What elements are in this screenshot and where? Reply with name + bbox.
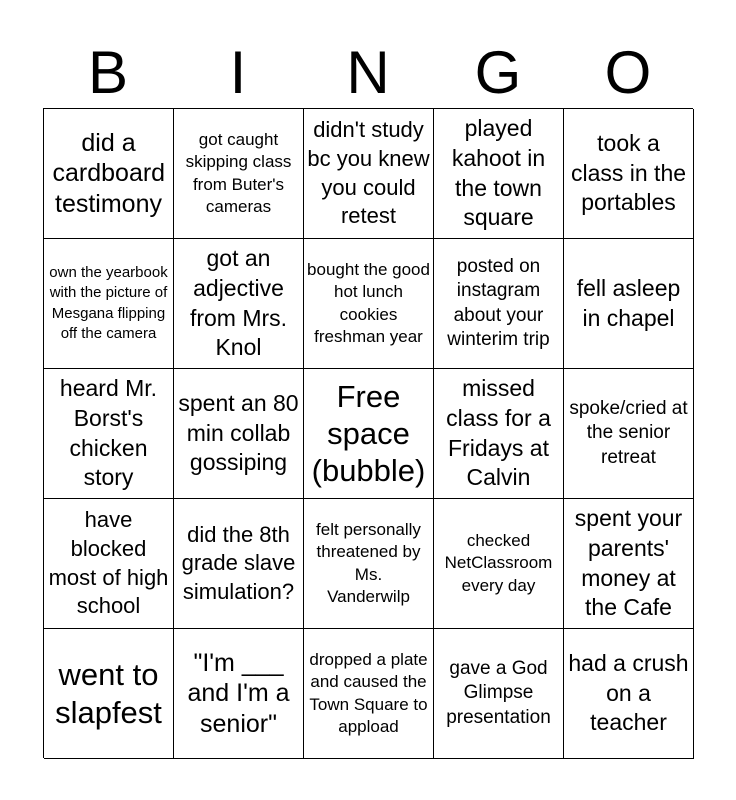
bingo-cell-text: have blocked most of high school: [48, 507, 169, 619]
bingo-cell[interactable]: [564, 239, 694, 369]
bingo-cell-text: spoke/cried at the senior retreat: [569, 398, 688, 468]
bingo-cell-text: bought the good hot lunch cookies freshman year: [307, 260, 430, 346]
bingo-cell-text: felt personally threatened by Ms. Vanderwilp: [316, 520, 421, 606]
bingo-cell[interactable]: [304, 239, 434, 369]
bingo-cell-text: didn't study bc you knew you could retest: [307, 117, 430, 229]
bingo-cell-text: gave a God Glimpse presentation: [446, 658, 551, 728]
bingo-cell-text: posted on instagram about your winterim trip: [447, 255, 550, 350]
bingo-cell[interactable]: [174, 499, 304, 629]
bingo-cell-text: "I'm ___ and I'm a senior": [187, 648, 290, 738]
bingo-cell[interactable]: [564, 629, 694, 759]
header-letter-o: O: [604, 39, 652, 106]
bingo-cell-text: got caught skipping class from Buter's cameras: [185, 130, 292, 216]
bingo-cell[interactable]: [44, 239, 174, 369]
bingo-cell-text: played kahoot in the town square: [451, 114, 546, 231]
bingo-cell[interactable]: [44, 109, 174, 239]
bingo-cell[interactable]: [174, 109, 304, 239]
bingo-cell[interactable]: [304, 629, 434, 759]
bingo-cell[interactable]: [174, 369, 304, 499]
bingo-cell-text: did a cardboard testimony: [52, 128, 166, 218]
bingo-cell-text: missed class for a Fridays at Calvin: [446, 374, 551, 491]
bingo-cell-text: fell asleep in chapel: [576, 274, 681, 331]
bingo-cell-text: spent your parents' money at the Cafe: [574, 504, 683, 621]
bingo-grid: [43, 108, 693, 758]
bingo-cell-text: heard Mr. Borst's chicken story: [59, 374, 158, 491]
bingo-cell[interactable]: [434, 499, 564, 629]
bingo-cell-text: got an adjective from Mrs. Knol: [189, 244, 288, 361]
bingo-cell[interactable]: [434, 369, 564, 499]
bingo-cell[interactable]: [44, 499, 174, 629]
bingo-cell-text: took a class in the portables: [570, 129, 687, 216]
bingo-cell[interactable]: [434, 109, 564, 239]
bingo-cell-text: went to slapfest: [55, 657, 162, 730]
header-letter-b: B: [87, 39, 129, 106]
bingo-cell-text: Free space (bubble): [311, 378, 426, 489]
header-letter-g: G: [474, 39, 522, 106]
bingo-cell[interactable]: [304, 109, 434, 239]
bingo-cell-text: dropped a plate and caused the Town Square to appload: [309, 650, 428, 736]
bingo-cell[interactable]: [44, 369, 174, 499]
bingo-cell[interactable]: [564, 499, 694, 629]
bingo-cell[interactable]: [434, 239, 564, 369]
bingo-cell[interactable]: [44, 629, 174, 759]
bingo-cell[interactable]: [564, 109, 694, 239]
bingo-cell[interactable]: [564, 369, 694, 499]
bingo-cell-text: spent an 80 min collab gossiping: [178, 389, 299, 476]
header-letter-i: I: [229, 39, 247, 106]
bingo-cell[interactable]: [174, 239, 304, 369]
bingo-cell-text: checked NetClassroom every day: [444, 531, 553, 595]
bingo-cell[interactable]: [434, 629, 564, 759]
bingo-cell-text: did the 8th grade slave simulation?: [181, 521, 296, 604]
bingo-cell[interactable]: [304, 499, 434, 629]
bingo-cell-text: had a crush on a teacher: [568, 649, 689, 736]
bingo-cell[interactable]: [304, 369, 434, 499]
bingo-cell-text: own the yearbook with the picture of Mesgana flipping off the camera: [49, 264, 168, 342]
bingo-cell[interactable]: [174, 629, 304, 759]
header-letter-n: N: [346, 39, 390, 106]
bingo-header: [43, 40, 693, 106]
